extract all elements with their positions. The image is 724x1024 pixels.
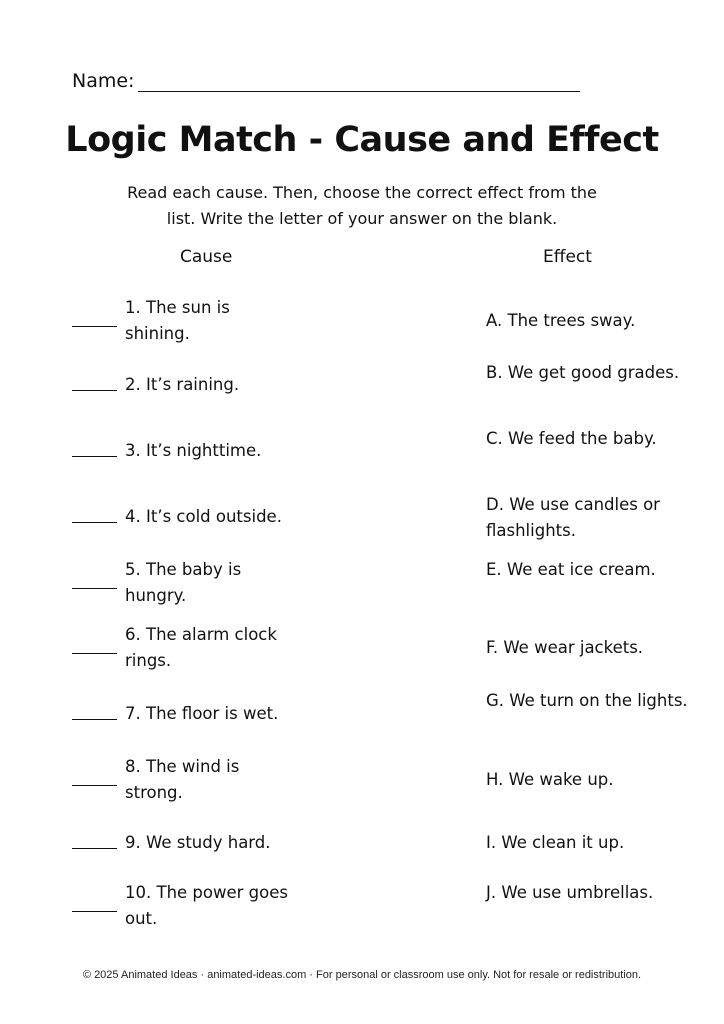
answer-blank[interactable] (72, 390, 117, 391)
answer-blank[interactable] (72, 522, 117, 523)
cause-item (72, 372, 295, 398)
effect-item: I. We clean it up. (486, 833, 625, 852)
effect-item: H. We wake up. (486, 770, 614, 789)
name-blank-line[interactable] (138, 71, 580, 92)
cause-text: 2. It’s raining. (125, 375, 240, 394)
copyright-footer: © 2025 Animated Ideas · animated-ideas.com · For personal or classroom use only. Not for resale or redistribution. (82, 969, 642, 981)
cause-text: 9. We study hard. (125, 833, 271, 852)
answer-blank[interactable] (72, 588, 117, 589)
cause-item (72, 504, 295, 530)
effect-item: B. We get good grades. (486, 363, 680, 382)
effect-item: E. We eat ice cream. (486, 560, 656, 579)
effect-item: D. We use candles or flashlights. (486, 495, 660, 540)
cause-text: 5. The baby is hungry. (125, 560, 242, 605)
effect-column-header: Effect (543, 247, 592, 267)
cause-text: 3. It’s nighttime. (125, 441, 262, 460)
cause-item (72, 830, 295, 856)
worksheet-title: Logic Match - Cause and Effect (65, 120, 659, 160)
instructions-text: Read each cause. Then, choose the correct effect from the list. Write the letter of your answer on the blank. (127, 183, 597, 228)
answer-blank[interactable] (72, 719, 117, 720)
effect-item: F. We wear jackets. (486, 638, 644, 657)
cause-text: 10. The power goes out. (125, 883, 288, 928)
answer-blank[interactable] (72, 653, 117, 654)
cause-item (72, 754, 295, 806)
effect-item: G. We turn on the lights. (486, 691, 688, 710)
cause-item (72, 295, 295, 347)
cause-item (72, 557, 295, 609)
cause-item (72, 701, 295, 727)
cause-text: 8. The wind is strong. (125, 757, 240, 802)
effect-item: A. The trees sway. (486, 311, 636, 330)
name-field[interactable] (72, 70, 580, 92)
answer-blank[interactable] (72, 456, 117, 457)
answer-blank[interactable] (72, 326, 117, 327)
cause-item (72, 622, 295, 674)
cause-text: 4. It’s cold outside. (125, 507, 282, 526)
name-label: Name: (72, 70, 135, 92)
cause-item (72, 438, 295, 464)
cause-text: 6. The alarm clock rings. (125, 625, 277, 670)
cause-item (72, 880, 295, 932)
effect-item: C. We feed the baby. (486, 429, 657, 448)
cause-column-header: Cause (180, 247, 233, 267)
cause-text: 1. The sun is shining. (125, 298, 230, 343)
answer-blank[interactable] (72, 911, 117, 912)
answer-blank[interactable] (72, 785, 117, 786)
cause-text: 7. The floor is wet. (125, 704, 279, 723)
effect-item: J. We use umbrellas. (486, 883, 654, 902)
answer-blank[interactable] (72, 848, 117, 849)
